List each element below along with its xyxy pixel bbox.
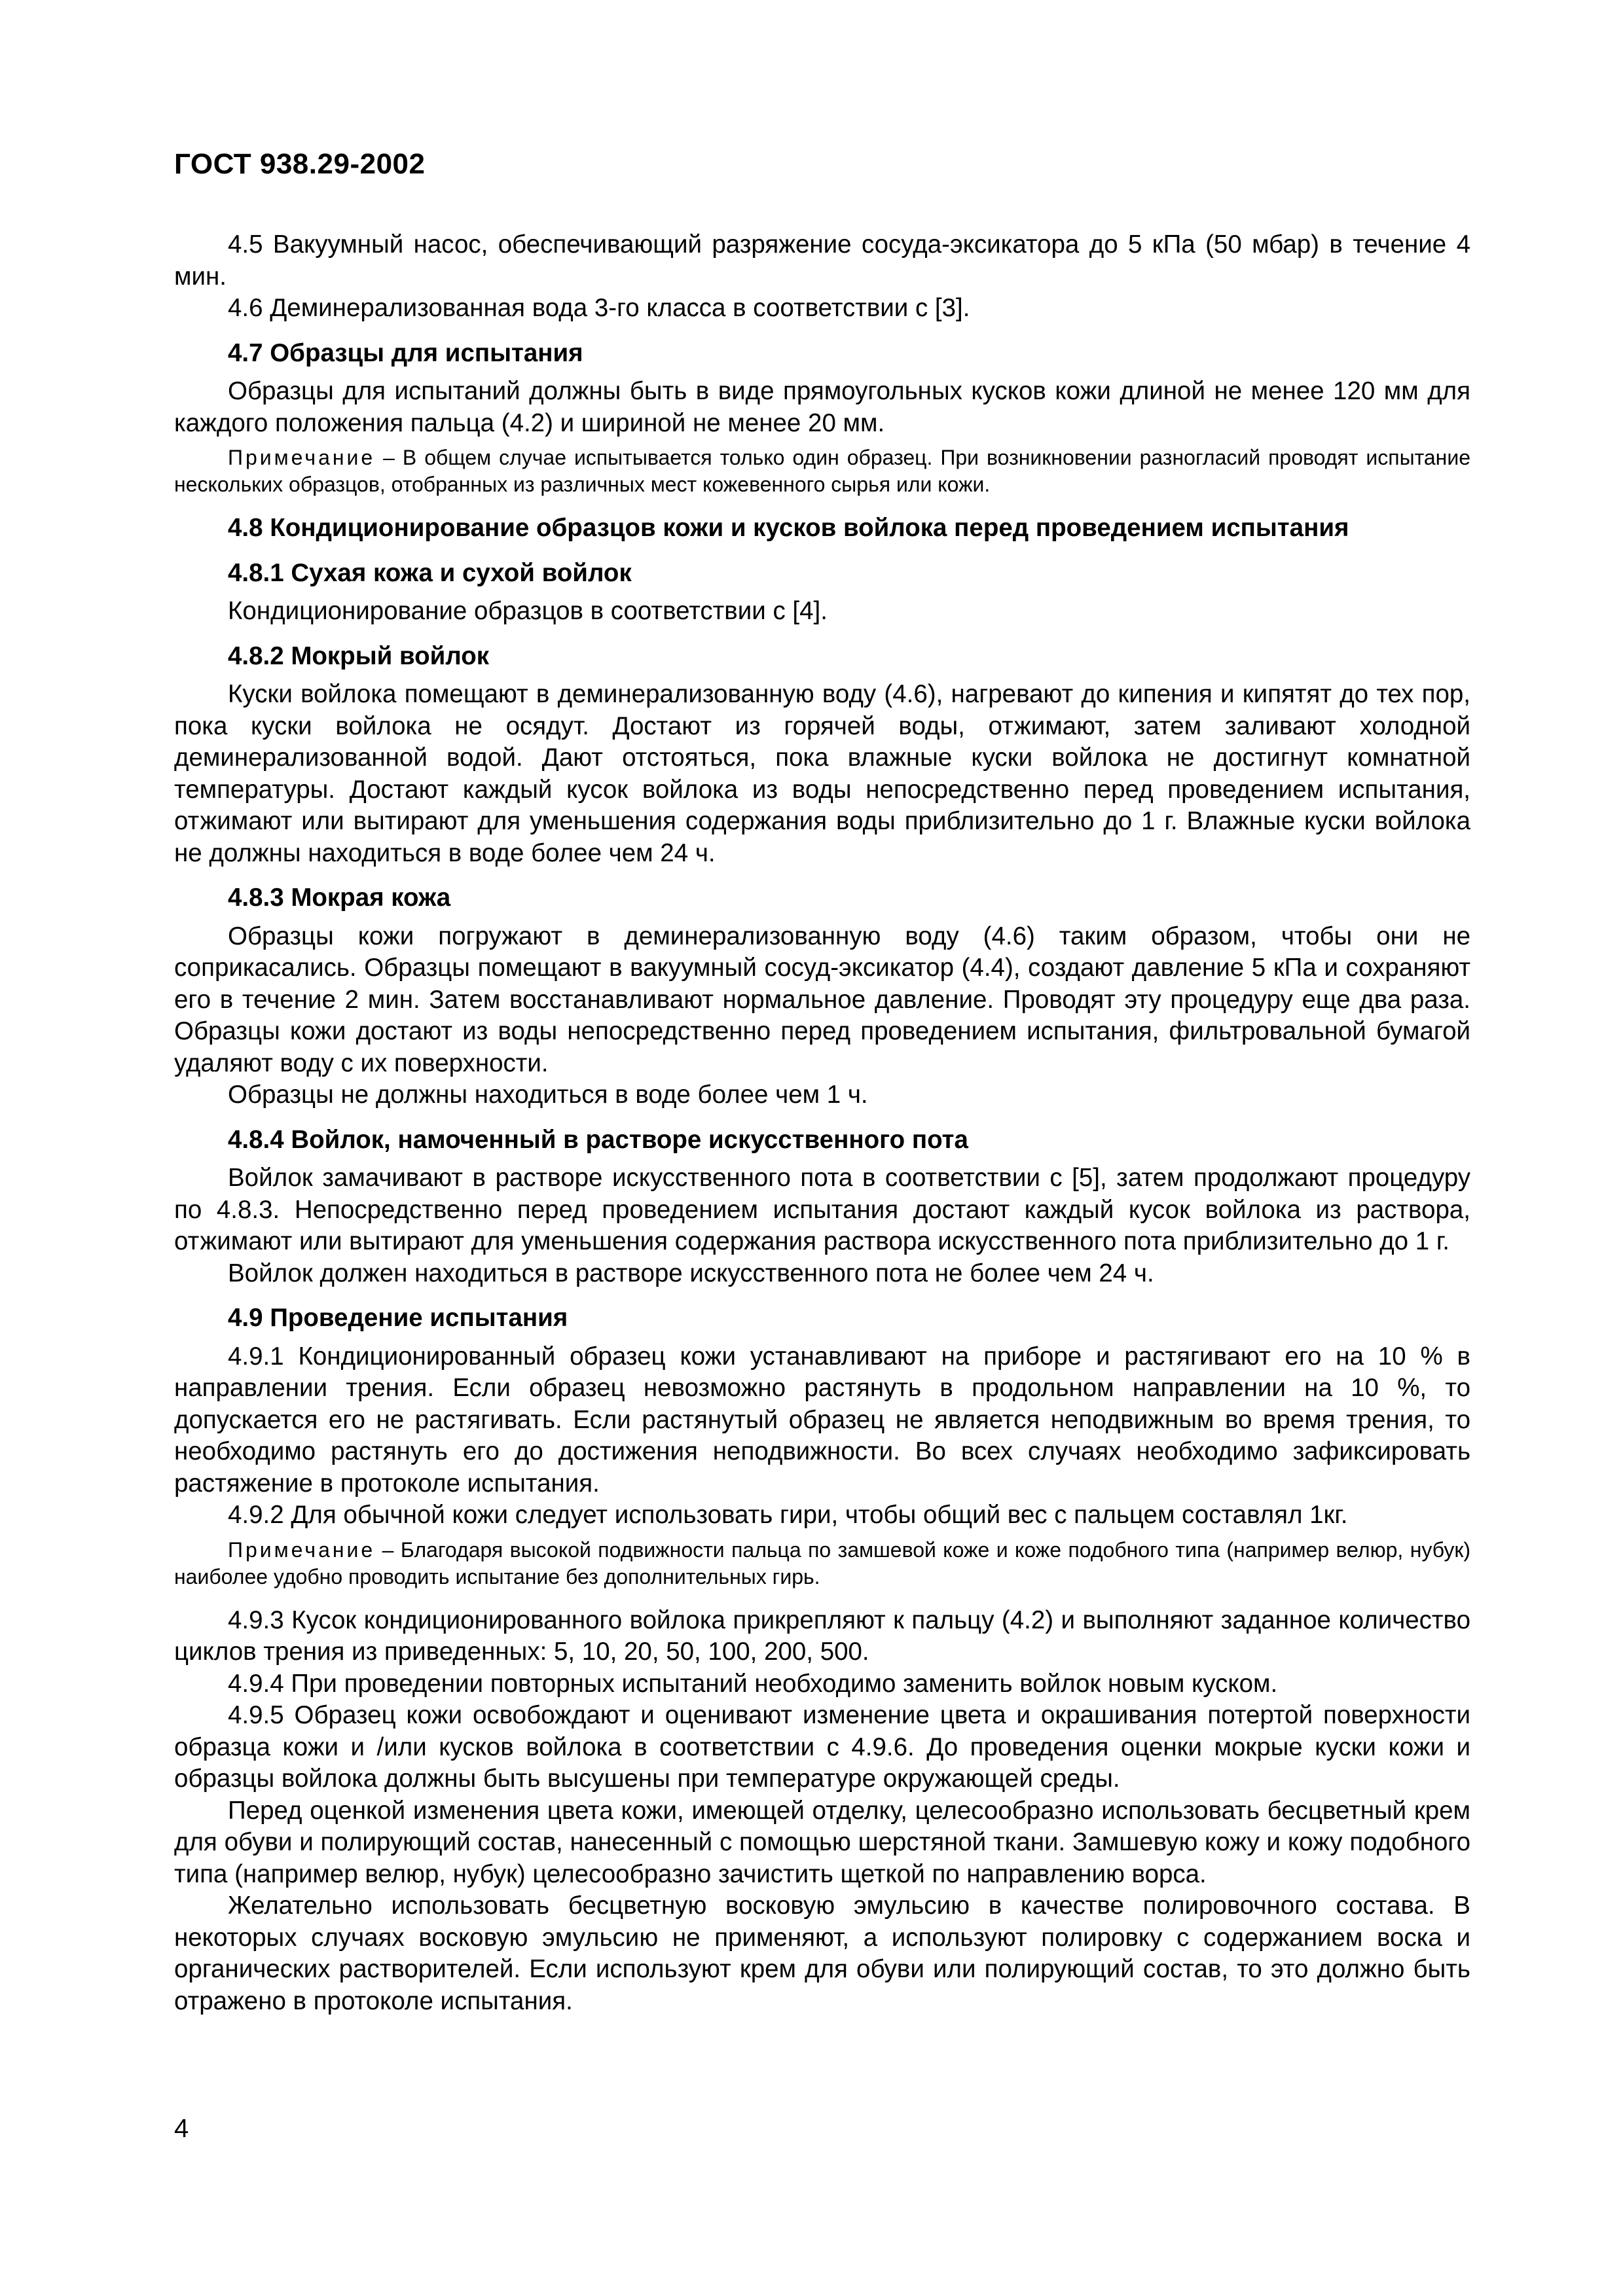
para-4-9-4: 4.9.4 При проведении повторных испытаний необходимо заменить войлок новым куском. xyxy=(228,1669,1278,1698)
heading-4-8-2: 4.8.2 Мокрый войлок xyxy=(228,641,490,670)
para-4-9-2: 4.9.2 Для обычной кожи следует использовать гири, чтобы общий вес с пальцем составлял 1кг. xyxy=(228,1501,1348,1529)
para-4-9-5: 4.9.5 Образец кожи освобождают и оценивают изменение цвета и окрашивания потертой поверхности образца кожи и /или кусков войлока в соответствии с 4.9.6. До проведения оценки мокрые куски кожи и образцы войлока должны быть высушены при температуре окружающей среды. xyxy=(174,1701,1470,1793)
heading-4-9: 4.9 Проведение испытания xyxy=(228,1304,568,1332)
note-1-text: – В общем случае испытывается только один образец. При возникновении разногласий проводят испытание нескольких образцов, отобранных из различных мест кожевенного сырья или кожи. xyxy=(174,446,1470,496)
note-2 xyxy=(174,1537,1470,1590)
para-4-9-1: 4.9.1 Кондиционированный образец кожи устанавливают на приборе и растягивают его на 10 % в направлении трения. Если образец невозможно растянуть в продольном направлении на 10 %, то допускается его не растягивать. Если растянутый образец не является неподвижным во время трения, то необходимо растянуть его до достижения неподвижности. Во всех случаях необходимо зафиксировать растяжение в протоколе испытания. xyxy=(174,1342,1470,1498)
note-1-label: Примечание xyxy=(228,446,376,469)
para-4-8-4-a: Войлок замачивают в растворе искусственного пота в соответствии с [5], затем продолжают процедуру по 4.8.3. Непосредственно перед проведением испытания достают каждый кусок войлока из раствора, отжимают или вытирают для уменьшения содержания раствора искусственного пота приблизительно до 1 г. xyxy=(174,1164,1470,1255)
para-4-8-3-a: Образцы кожи погружают в деминерализованную воду (4.6) таким образом, чтобы они не соприкасались. Образцы помещают в вакуумный сосуд-эксикатор (4.4), создают давление 5 кПа и сохраняют его в течение 2 мин. Затем восстанавливают нормальное давление. Проводят эту процедуру еще два раза. Образцы кожи достают из воды непосредственно перед проведением испытания, фильтровальной бумагой удаляют воду с их поверхности. xyxy=(174,922,1470,1077)
para-4-9-3: 4.9.3 Кусок кондиционированного войлока прикрепляют к пальцу (4.2) и выполняют заданное количество циклов трения из приведенных: 5, 10, 20, 50, 100, 200, 500. xyxy=(174,1605,1470,1666)
heading-4-8-3: 4.8.3 Мокрая кожа xyxy=(228,884,451,912)
heading-4-8: 4.8 Кондиционирование образцов кожи и кусков войлока перед проведением испытания xyxy=(228,514,1349,542)
para-4-8-1: Кондиционирование образцов в соответствии с [4]. xyxy=(228,597,828,625)
para-4-8-2: Куски войлока помещают в деминерализованную воду (4.6), нагревают до кипения и кипятят до тех пор, пока куски войлока не осядут. Достают из горячей воды, отжимают, затем заливают холодной деминерализованной водой. Дают отстояться, пока влажные куски войлока не достигнут комнатной температуры. Достают каждый кусок войлока из воды непосредственно перед проведением испытания, отжимают или вытирают для уменьшения содержания воды приблизительно до 1 г. Влажные куски войлока не должны находиться в воде более чем 24 ч. xyxy=(174,680,1470,867)
para-4-6: 4.6 Деминерализованная вода 3-го класса в соответствии с [3]. xyxy=(228,294,970,322)
note-2-label: Примечание xyxy=(228,1537,376,1562)
para-4-7: Образцы для испытаний должны быть в виде прямоугольных кусков кожи длиной не менее 120 мм для каждого положения пальца (4.2) и шириной не менее 20 мм. xyxy=(174,377,1470,437)
document-body xyxy=(174,229,1470,2017)
document-header: ГОСТ 938.29-2002 xyxy=(174,148,426,180)
note-1 xyxy=(174,444,1470,498)
heading-4-7: 4.7 Образцы для испытания xyxy=(228,338,583,367)
para-4-5: 4.5 Вакуумный насос, обеспечивающий разряжение сосуда-эксикатора до 5 кПа (50 мбар) в течение 4 мин. xyxy=(174,230,1470,291)
para-final-2: Желательно использовать бесцветную восковую эмульсию в качестве полировочного состава. В некоторых случаях восковую эмульсию не применяют, а используют полировку с содержанием воска и органических растворителей. Если используют крем для обуви или полирующий состав, то это должно быть отражено в протоколе испытания. xyxy=(174,1892,1470,2015)
para-4-8-3-b: Образцы не должны находиться в воде более чем 1 ч. xyxy=(228,1081,868,1109)
note-2-text: – Благодаря высокой подвижности пальца по замшевой коже и коже подобного типа (например велюр, нубук) наиболее удобно проводить испытание без дополнительных гирь. xyxy=(174,1537,1470,1588)
para-final-1: Перед оценкой изменения цвета кожи, имеющей отделку, целесообразно использовать бесцветный крем для обуви и полирующий состав, нанесенный с помощью шерстяной ткани. Замшевую кожу и кожу подобного типа (например велюр, нубук) целесообразно зачистить щеткой по направлению ворса. xyxy=(174,1796,1470,1888)
heading-4-8-1: 4.8.1 Сухая кожа и сухой войлок xyxy=(228,558,632,587)
heading-4-8-4: 4.8.4 Войлок, намоченный в растворе искусственного пота xyxy=(228,1125,968,1154)
page-number: 4 xyxy=(174,2114,189,2143)
para-4-8-4-b: Войлок должен находиться в растворе искусственного пота не более чем 24 ч. xyxy=(228,1259,1154,1287)
